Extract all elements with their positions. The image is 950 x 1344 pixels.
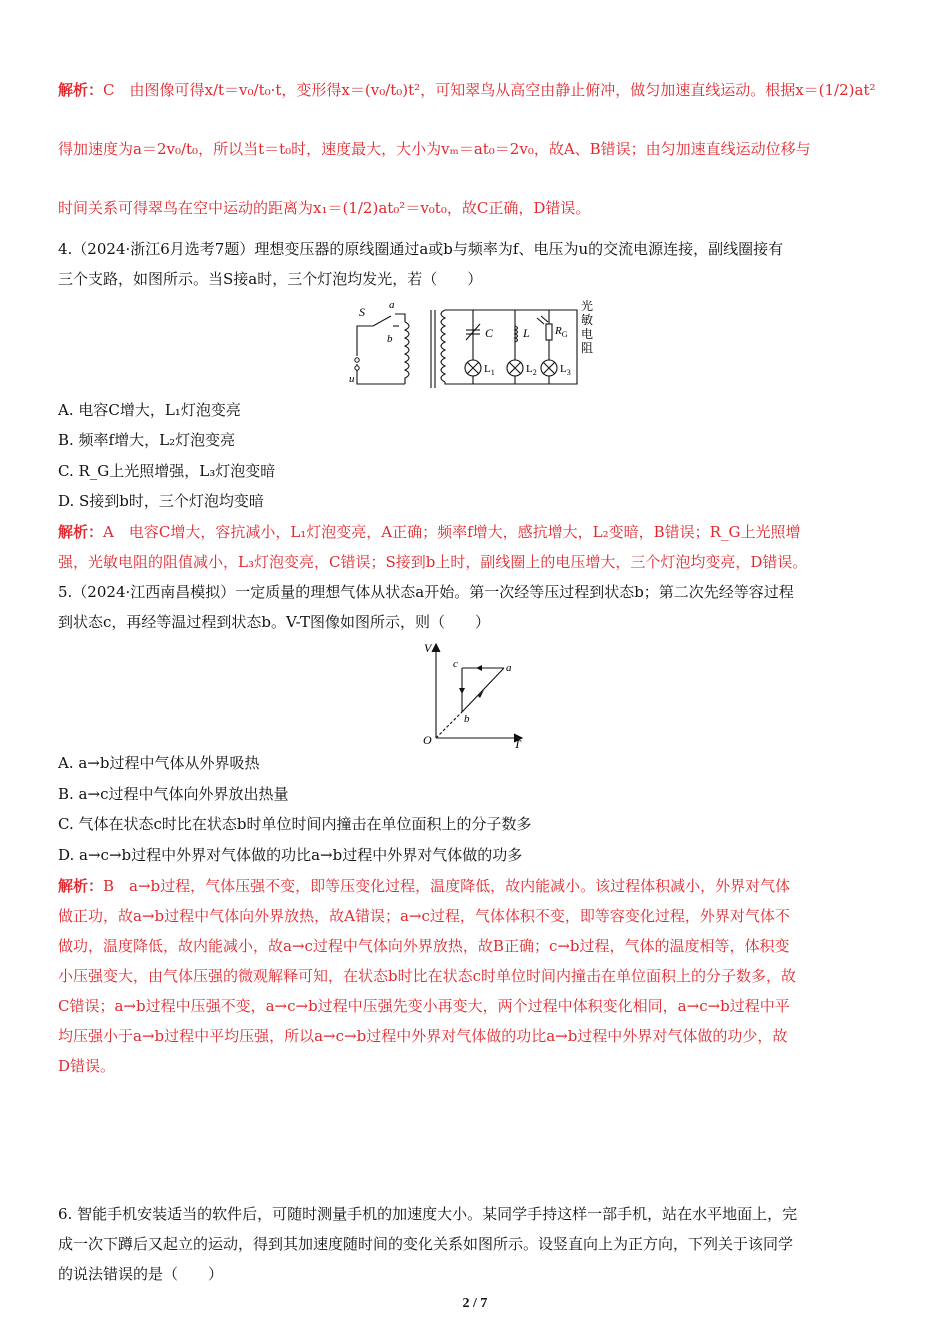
q5-option-c: C. 气体在状态c时比在状态b时单位时间内撞击在单位面积上的分子数多 — [58, 815, 532, 833]
path-a-to-b — [462, 668, 504, 712]
label-rg: $R_G$ — [555, 325, 568, 339]
q3-answer-line-3: 时间关系可得翠鸟在空中运动的距离为x₁＝(1/2)at₀²＝v₀t₀，故C正确，D错误。 — [58, 199, 591, 217]
label-u: u — [349, 373, 355, 385]
origin-label: O — [423, 733, 432, 747]
answer-label: 解析： — [58, 81, 104, 99]
q4-answer-line-1: 解析：A 电容C增大，容抗减小，L₁灯泡变亮，A正确；频率f增大，感抗增大，L₂变暗，B错误；R_G上光照增 — [58, 523, 801, 541]
page-number: 2 / 7 — [462, 1296, 488, 1311]
q4-option-b: B. 频率f增大，L₂灯泡变亮 — [58, 431, 236, 449]
q5-answer-line-7: D错误。 — [58, 1057, 116, 1075]
label-l3: $L_3$ — [560, 363, 571, 377]
point-a-label: a — [506, 662, 512, 674]
svg-text:阻: 阻 — [581, 341, 594, 355]
svg-text:敏: 敏 — [581, 313, 594, 327]
q5-option-d: D. a→c→b过程中外界对气体做的功比a→b过程中外界对气体做的功多 — [58, 846, 523, 864]
q6-stem-line-2: 成一次下蹲后又起立的运动，得到其加速度随时间的变化关系如图所示。设竖直向上为正方向，下列关于该同学 — [58, 1235, 794, 1253]
switch-s — [373, 316, 391, 326]
q5-answer-line-3: 做功，温度降低，故内能减小，故a→c过程中气体向外界放热，故B正确；c→b过程，气体的温度相等，体积变 — [58, 937, 790, 955]
q5-answer-line-5: C错误；a→b过程中压强不变，a→c→b过程中压强先变小再变大，两个过程中体积变化相同，a→c→b过程中平 — [58, 997, 790, 1015]
q5-answer-line-1: 解析：B a→b过程，气体压强不变，即等压变化过程，温度降低，故内能减小。该过程体积减小，外界对气体 — [58, 877, 791, 895]
label-c: C — [485, 326, 494, 340]
q6-stem-line-3: 的说法错误的是（ ） — [58, 1265, 224, 1283]
label-a: a — [389, 299, 395, 311]
q5-answer-line-2: 做正功，故a→b过程中气体向外界放热，故A错误；a→c过程，气体体积不变，即等容变化过程，外界对气体不 — [58, 907, 790, 925]
svg-text:电: 电 — [581, 327, 594, 341]
q3-answer-line-1: 解析：C 由图像可得x/t＝v₀/t₀·t，变形得x＝(v₀/t₀)t²，可知翠鸟从高空由静止俯冲，做匀加速直线运动。根据x＝(1/2)at² — [58, 81, 876, 99]
label-l: L — [523, 326, 530, 340]
q4-option-d: D. S接到b时，三个灯泡均变暗 — [58, 492, 264, 510]
label-l2: $L_2$ — [526, 363, 537, 377]
q4-stem-line-1: 4.（2024·浙江6月选考7题）理想变压器的原线圈通过a或b与频率为f、电压为u的交流电源连接，副线圈接有 — [58, 240, 784, 258]
label-photoresistor — [581, 298, 593, 355]
transformer-circuit-figure — [345, 296, 605, 394]
q5-stem-line-1: 5.（2024·江西南昌模拟）一定质量的理想气体从状态a开始。第一次经等压过程到状态b；第二次先经等容过程 — [58, 583, 794, 601]
q5-answer-line-6: 均压强小于a→b过程中平均压强，所以a→c→b过程中外界对气体做的功比a→b过程中外界对气体做的功少，故 — [58, 1027, 788, 1045]
q6-stem-line-1: 6. 智能手机安装适当的软件后，可随时测量手机的加速度大小。某同学手持这样一部手机，站在水平地面上，完 — [58, 1205, 798, 1223]
q4-answer-line-2: 强，光敏电阻的阻值减小，L₃灯泡变亮，C错误；S接到b上时，副线圈上的电压增大，三个灯泡均变亮，D错误。 — [58, 553, 808, 571]
q5-option-b: B. a→c过程中气体向外界放出热量 — [58, 785, 289, 803]
vt-graph-figure — [420, 640, 530, 750]
label-s: S — [359, 305, 365, 319]
svg-text:光: 光 — [581, 299, 594, 313]
q4-stem-line-2: 三个支路，如图所示。当S接a时，三个灯泡均发光，若（ ） — [58, 270, 483, 288]
label-l1: $L_1$ — [484, 363, 495, 377]
q4-option-a: A. 电容C增大，L₁灯泡变亮 — [58, 401, 241, 419]
label-b: b — [387, 333, 393, 345]
q5-answer-line-4: 小压强变大，由气体压强的微观解释可知，在状态b时比在状态c时单位时间内撞击在单位面积上的分子数多，故 — [58, 967, 797, 985]
q5-stem-line-2: 到状态c，再经等温过程到状态b。V-T图像如图所示，则（ ） — [58, 613, 490, 631]
point-c-label: c — [453, 658, 458, 670]
q3-answer-line-2: 得加速度为a＝2v₀/t₀，所以当t＝t₀时，速度最大，大小为vₘ＝at₀＝2v₀，故A、B错误；由匀加速直线运动位移与 — [58, 140, 811, 158]
point-b-label: b — [464, 713, 470, 725]
axis-label-v: V — [424, 641, 432, 655]
axis-label-t: T — [514, 737, 521, 750]
q4-option-c: C. R_G上光照增强，L₃灯泡变暗 — [58, 462, 276, 480]
q5-option-a: A. a→b过程中气体从外界吸热 — [58, 754, 260, 772]
